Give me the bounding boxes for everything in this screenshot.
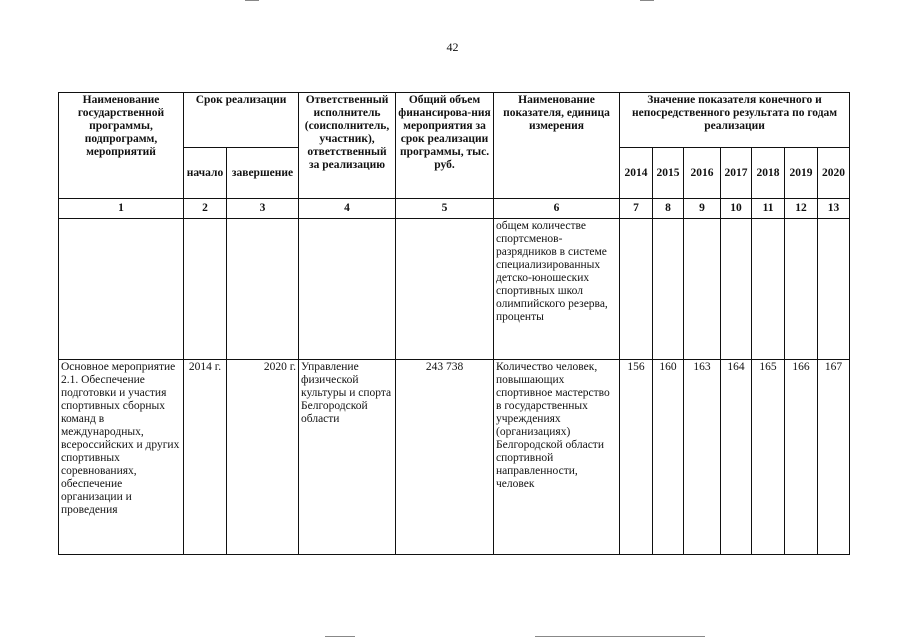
column-number: 9 — [684, 199, 721, 219]
cell-end — [227, 219, 299, 360]
column-number: 12 — [785, 199, 818, 219]
column-number: 8 — [653, 199, 684, 219]
cell-value: 167 — [818, 360, 850, 555]
column-number: 10 — [721, 199, 752, 219]
header-indicator-values: Значение показателя конечного и непосредственного результата по годам реализации — [620, 93, 850, 148]
table-row — [59, 360, 850, 555]
cell-funding: 243 738 — [396, 360, 494, 555]
header-year: 2015 — [653, 148, 684, 199]
cell-value: 163 — [684, 360, 721, 555]
cell-value — [785, 219, 818, 360]
column-number: 2 — [184, 199, 227, 219]
cell-executor: Управление физической культуры и спорта Белгородской области — [299, 360, 396, 555]
cell-executor — [299, 219, 396, 360]
program-table — [58, 92, 850, 555]
column-number: 1 — [59, 199, 184, 219]
cell-start: 2014 г. — [184, 360, 227, 555]
header-term-start: начало — [184, 148, 227, 199]
column-number: 3 — [227, 199, 299, 219]
cell-funding — [396, 219, 494, 360]
column-number: 13 — [818, 199, 850, 219]
cell-start — [184, 219, 227, 360]
cell-end: 2020 г. — [227, 360, 299, 555]
column-number: 6 — [494, 199, 620, 219]
cell-value — [620, 219, 653, 360]
header-program-name: Наименование государственной программы, подпрограмм, мероприятий — [59, 93, 184, 199]
header-executor: Ответственный исполнитель (соисполнитель, участник), ответственный за реализацию — [299, 93, 396, 199]
header-indicator: Наименование показателя, единица измерения — [494, 93, 620, 199]
column-number: 5 — [396, 199, 494, 219]
cell-value — [684, 219, 721, 360]
cell-value: 166 — [785, 360, 818, 555]
header-year: 2016 — [684, 148, 721, 199]
header-term: Срок реализации — [184, 93, 299, 148]
cell-value — [721, 219, 752, 360]
header-year: 2018 — [752, 148, 785, 199]
cell-indicator: Количество человек, повышающих спортивное мастерство в государственных учреждениях (организациях) Белгородской области спортивной направленности, человек — [494, 360, 620, 555]
header-year: 2019 — [785, 148, 818, 199]
header-year: 2020 — [818, 148, 850, 199]
column-number: 11 — [752, 199, 785, 219]
cell-value: 165 — [752, 360, 785, 555]
column-number: 7 — [620, 199, 653, 219]
table-row — [59, 219, 850, 360]
header-funding: Общий объем финансирова-ния мероприятия за срок реализации программы, тыс. руб. — [396, 93, 494, 199]
cell-program-name: Основное мероприятие 2.1. Обеспечение подготовки и участия спортивных сборных команд в международных, всероссийских и других спортивных соревнованиях, обеспечение организации и проведения — [59, 360, 184, 555]
header-year: 2017 — [721, 148, 752, 199]
cell-value — [818, 219, 850, 360]
cell-value — [752, 219, 785, 360]
column-number-row — [59, 199, 850, 219]
header-row — [59, 93, 850, 148]
cell-indicator: общем количестве спортсменов-разрядников в системе специализированных детско-юношеских спортивных школ олимпийского резерва, проценты — [494, 219, 620, 360]
header-term-end: завершение — [227, 148, 299, 199]
header-year: 2014 — [620, 148, 653, 199]
cell-value: 164 — [721, 360, 752, 555]
cell-value — [653, 219, 684, 360]
cell-program-name — [59, 219, 184, 360]
column-number: 4 — [299, 199, 396, 219]
cell-value: 160 — [653, 360, 684, 555]
cell-value: 156 — [620, 360, 653, 555]
page-number: 42 — [446, 40, 459, 54]
